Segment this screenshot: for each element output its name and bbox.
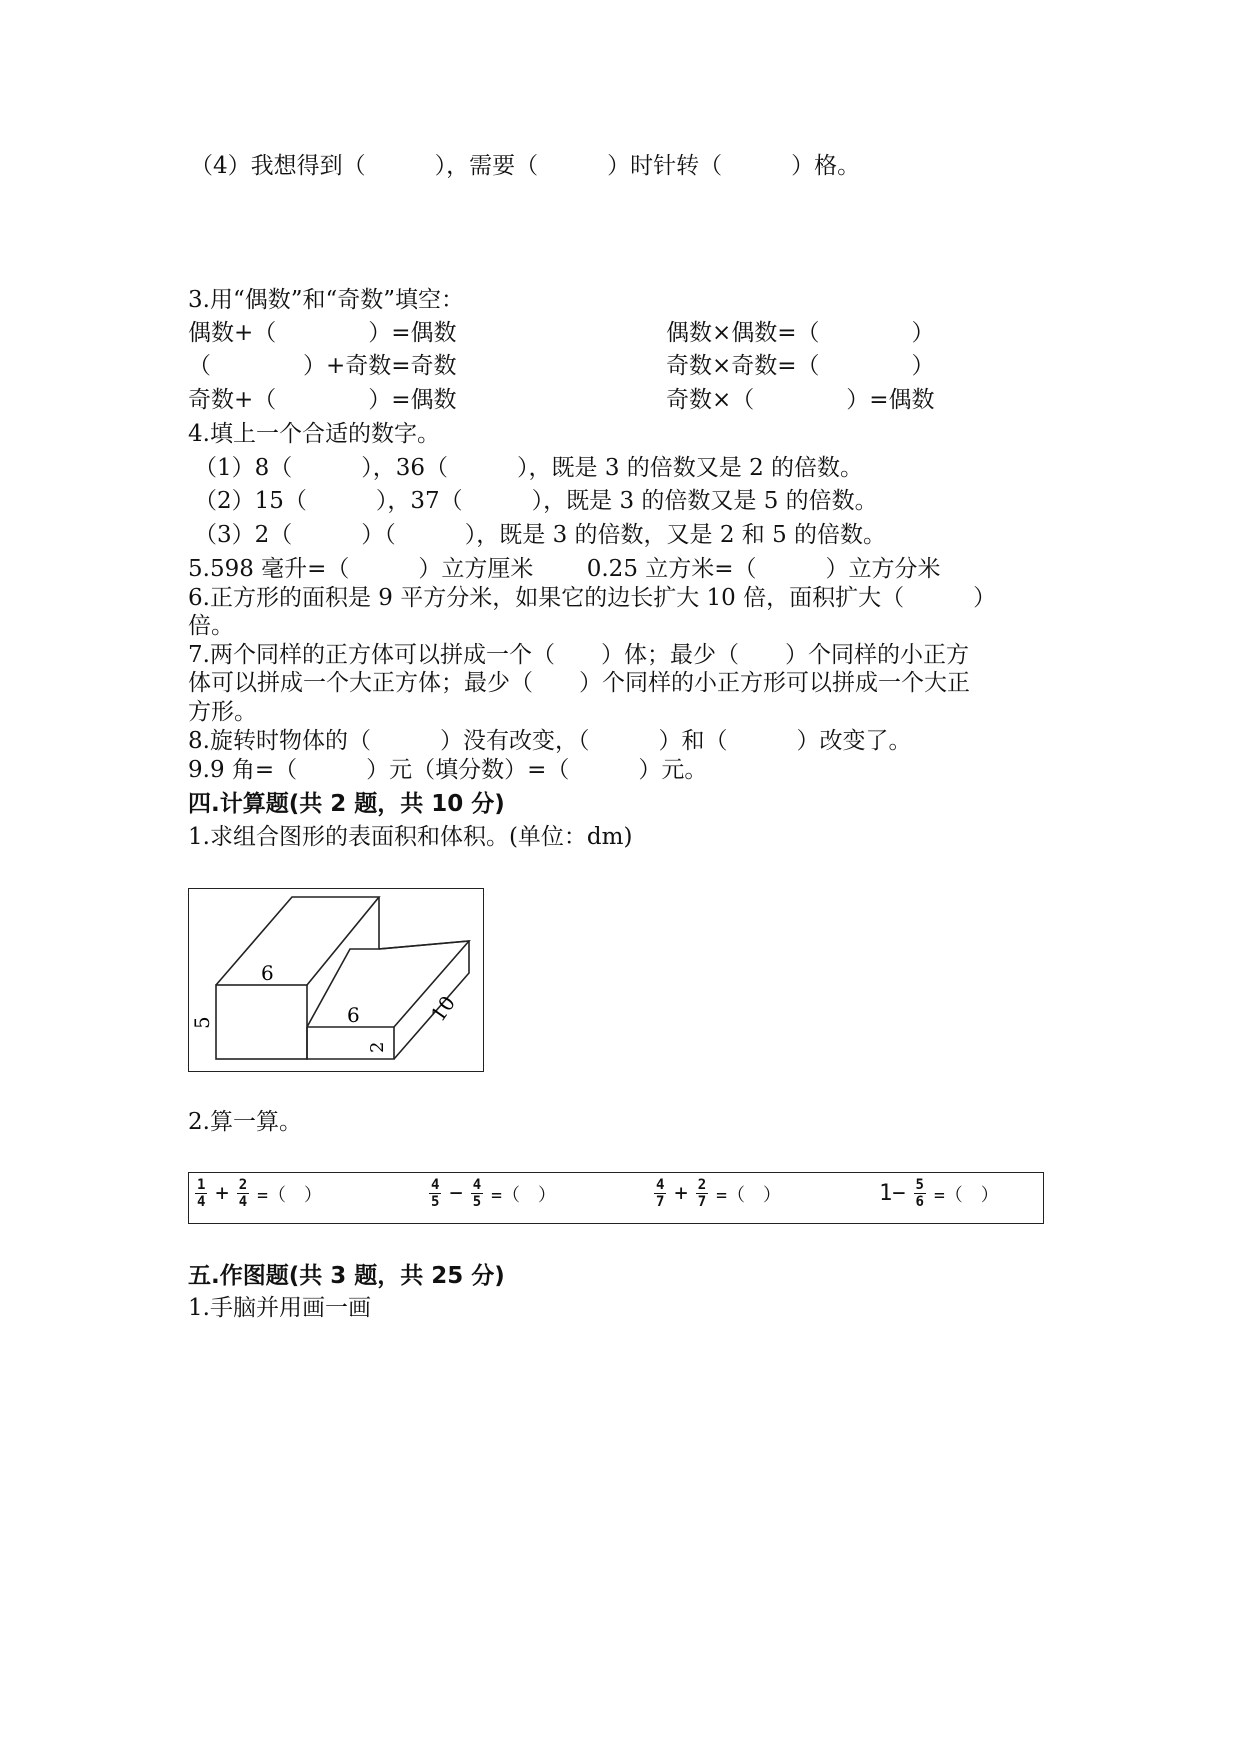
question-3-b1: （ ）+奇数=奇数 bbox=[188, 353, 457, 379]
question-7-line1: 7.两个同样的正方体可以拼成一个（ ）体；最少（ ）个同样的小正方 bbox=[188, 642, 969, 668]
fraction: $\frac{2}{7}$ bbox=[697, 1177, 707, 1210]
answer-blank: =（ ） bbox=[716, 1184, 781, 1206]
question-6-line2: 倍。 bbox=[188, 613, 234, 639]
question-3-title: 3.用“偶数”和“奇数”填空： bbox=[188, 287, 464, 313]
section-4-question-1: 1.求组合图形的表面积和体积。(单位：dm) bbox=[188, 824, 633, 850]
question-9: 9.9 角=（ ）元（填分数）=（ ）元。 bbox=[188, 757, 708, 783]
question-4-3: （3）2（ ）（ ），既是 3 的倍数，又是 2 和 5 的倍数。 bbox=[194, 522, 887, 548]
label-step-height: 2 bbox=[367, 1041, 388, 1053]
fraction: $\frac{4}{7}$ bbox=[656, 1177, 665, 1210]
question-3-a1: 偶数+（ ）=偶数 bbox=[188, 320, 457, 346]
fraction: $\frac{4}{5}$ bbox=[472, 1177, 482, 1210]
fraction: $\frac{5}{6}$ bbox=[915, 1177, 924, 1210]
calc-item-1 bbox=[195, 1177, 330, 1210]
combined-solid-drawing bbox=[189, 889, 482, 1070]
question-5: 5.598 毫升=（ ）立方厘米 0.25 立方米=（ ）立方分米 bbox=[188, 556, 941, 582]
section-4-heading: 四.计算题(共 2 题，共 10 分) bbox=[188, 791, 505, 817]
question-3-c1: 奇数+（ ）=偶数 bbox=[188, 387, 457, 413]
fraction: $\frac{4}{5}$ bbox=[431, 1177, 440, 1210]
question-4-1: （1）8（ ），36（ ），既是 3 的倍数又是 2 的倍数。 bbox=[194, 455, 864, 481]
question-3-a2: 偶数×偶数=（ ） bbox=[666, 320, 935, 346]
question-4-title: 4.填上一个合适的数字。 bbox=[188, 421, 440, 447]
question-2-4: （4）我想得到（ ），需要（ ）时针转（ ）格。 bbox=[190, 153, 861, 179]
label-top-width: 6 bbox=[261, 961, 274, 985]
answer-blank: =（ ） bbox=[491, 1184, 556, 1206]
section-5-question-1: 1.手脑并用画一画 bbox=[188, 1295, 371, 1321]
question-6-line1: 6.正方形的面积是 9 平方分米，如果它的边长扩大 10 倍，面积扩大（ ） bbox=[188, 585, 997, 611]
calc-item-4 bbox=[879, 1177, 1007, 1210]
whole-number: 1− bbox=[879, 1181, 906, 1206]
question-7-line3: 方形。 bbox=[188, 699, 257, 725]
combined-solid-figure bbox=[188, 888, 484, 1072]
calc-item-3 bbox=[654, 1177, 789, 1210]
fraction: $\frac{2}{4}$ bbox=[238, 1177, 248, 1210]
operator: + bbox=[674, 1181, 688, 1206]
question-7-line2: 体可以拼成一个大正方体；最少（ ）个同样的小正方形可以拼成一个大正 bbox=[188, 670, 970, 696]
calc-item-2 bbox=[429, 1177, 564, 1210]
fraction: $\frac{1}{4}$ bbox=[197, 1177, 206, 1210]
operator: + bbox=[215, 1181, 229, 1206]
question-4-2: （2）15（ ），37（ ），既是 3 的倍数又是 5 的倍数。 bbox=[194, 488, 878, 514]
answer-blank: =（ ） bbox=[933, 1184, 999, 1206]
fraction-calculation-box bbox=[188, 1172, 1044, 1224]
label-height-left: 5 bbox=[190, 1016, 214, 1029]
answer-blank: =（ ） bbox=[257, 1184, 322, 1206]
operator: − bbox=[449, 1181, 463, 1206]
question-3-b2: 奇数×奇数=（ ） bbox=[666, 353, 935, 379]
question-8: 8.旋转时物体的（ ）没有改变，（ ）和（ ）改变了。 bbox=[188, 728, 912, 754]
question-3-c2: 奇数×（ ）=偶数 bbox=[666, 387, 935, 413]
section-5-heading: 五.作图题(共 3 题，共 25 分) bbox=[188, 1263, 505, 1289]
section-4-question-2: 2.算一算。 bbox=[188, 1109, 302, 1135]
label-depth: 10 bbox=[425, 991, 461, 1026]
label-step-width: 6 bbox=[347, 1003, 360, 1027]
